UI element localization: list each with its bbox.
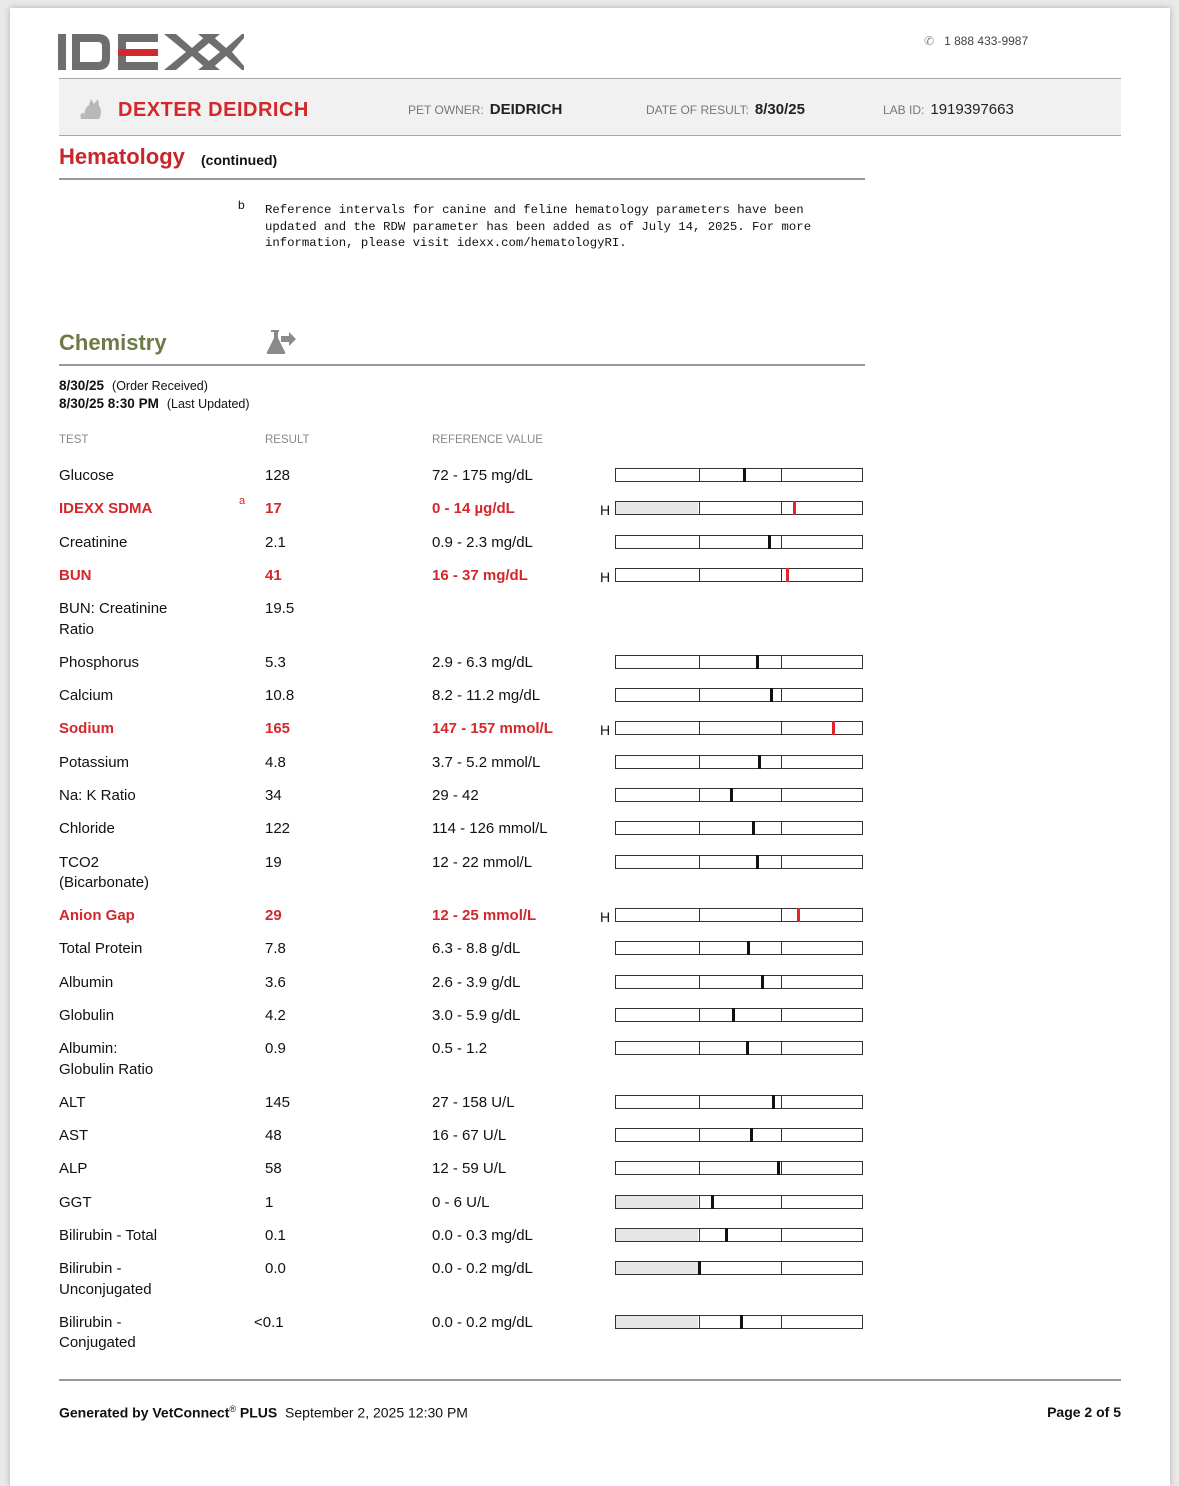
gauge-divider — [781, 689, 782, 701]
gauge-divider — [699, 689, 700, 701]
result-marker — [725, 1228, 728, 1242]
reference-value: 6.3 - 8.8 g/dL — [432, 940, 521, 958]
reference-value: 0.0 - 0.2 mg/dL — [432, 1260, 533, 1278]
gauge-divider — [699, 822, 700, 834]
test-name-line: Unconjugated — [59, 1280, 152, 1298]
note-line: Reference intervals for canine and feline hematology parameters have been — [265, 203, 804, 217]
range-gauge — [615, 655, 863, 669]
reference-value: 3.0 - 5.9 g/dL — [432, 1006, 521, 1024]
gauge-divider — [781, 1096, 782, 1108]
note-line: updated and the RDW parameter has been added as of July 14, 2025. For more — [265, 219, 812, 234]
range-gauge — [615, 1228, 863, 1242]
lab-id-value: 1919397663 — [930, 101, 1014, 118]
result-marker — [711, 1195, 714, 1209]
footer-plus: PLUS — [239, 1404, 278, 1421]
idexx-logo — [58, 34, 244, 70]
gauge-divider — [781, 656, 782, 668]
range-gauge — [615, 1315, 863, 1329]
result-marker — [740, 1315, 743, 1329]
reference-value: 8.2 - 11.2 mg/dL — [432, 687, 541, 704]
test-name-line: (Bicarbonate) — [59, 874, 150, 891]
high-flag: H — [600, 568, 611, 585]
footnote-mark: a — [239, 495, 246, 508]
hematology-subtitle: (continued) — [201, 152, 278, 168]
lab-id-label: LAB ID: — [883, 103, 925, 117]
result-marker — [772, 1095, 775, 1109]
result-marker — [770, 688, 773, 702]
gauge-divider — [781, 569, 782, 581]
test-name — [59, 719, 239, 740]
order-date: 8/30/25 — [59, 378, 105, 393]
test-name — [59, 653, 239, 674]
test-name — [59, 1159, 239, 1180]
result-marker — [793, 501, 796, 515]
test-name-line: GGT — [59, 1193, 92, 1211]
gauge-low-shade — [616, 1196, 698, 1208]
test-name-line: AST — [59, 1127, 89, 1144]
range-gauge — [615, 975, 863, 989]
gauge-divider — [699, 942, 700, 954]
test-name-line: Anion Gap — [59, 907, 135, 924]
footer-date: September 2, 2025 12:30 PM — [285, 1404, 468, 1421]
test-name — [59, 939, 239, 960]
range-gauge — [615, 908, 863, 922]
test-name — [59, 1313, 239, 1354]
last-updated-line — [59, 395, 250, 413]
pet-owner-label: PET OWNER: — [408, 103, 484, 117]
test-name-line: Globulin Ratio — [59, 1060, 154, 1078]
col-header-result: RESULT — [265, 434, 310, 446]
date-value: 8/30/25 — [754, 101, 805, 118]
test-result: 128 — [265, 467, 291, 484]
reference-value: 72 - 175 mg/dL — [432, 467, 533, 484]
test-result: 5.3 — [265, 653, 286, 671]
footer-generated — [59, 1404, 468, 1421]
test-result: 19 — [265, 853, 282, 871]
test-name-line: Creatinine — [59, 533, 128, 551]
page-number: Page 2 of 5 — [1047, 1404, 1121, 1420]
result-marker — [746, 1041, 749, 1055]
gauge-divider — [781, 789, 782, 801]
test-name-line: Glucose — [59, 467, 115, 484]
range-gauge — [615, 1095, 863, 1109]
footer-generated-by: Generated by VetConnect — [59, 1404, 230, 1421]
footer-registered-mark: ® — [229, 1404, 237, 1414]
test-result: 10.8 — [265, 687, 295, 704]
test-name — [59, 1006, 239, 1027]
test-name-line: IDEXX SDMA — [59, 500, 153, 518]
high-flag: H — [600, 502, 611, 519]
range-gauge — [615, 688, 863, 702]
range-gauge — [615, 1161, 863, 1175]
reference-value: 2.9 - 6.3 mg/dL — [432, 653, 533, 671]
gauge-divider — [781, 1042, 782, 1054]
test-result: 19.5 — [265, 600, 295, 618]
high-flag: H — [600, 909, 611, 925]
test-name — [59, 466, 239, 487]
pet-owner-value: DEIDRICH — [489, 101, 563, 118]
reference-value: 12 - 25 mmol/L — [432, 907, 537, 924]
gauge-divider — [699, 976, 700, 988]
test-name — [59, 533, 239, 554]
reference-value: 2.6 - 3.9 g/dL — [432, 973, 521, 991]
reference-value: 29 - 42 — [432, 786, 479, 804]
test-result: 7.8 — [265, 940, 286, 958]
range-gauge — [615, 821, 863, 835]
range-gauge — [615, 1008, 863, 1022]
result-marker — [732, 1008, 735, 1022]
date-of-result-field — [646, 101, 805, 118]
gauge-low-shade — [616, 502, 698, 514]
order-received-line — [59, 377, 250, 395]
order-label: (Order Received) — [112, 379, 208, 393]
reference-value: 16 - 37 mg/dL — [432, 566, 528, 584]
test-name-line: TCO2 — [59, 853, 100, 871]
gauge-divider — [781, 1129, 782, 1141]
gauge-divider — [781, 722, 782, 734]
reference-value: 0 - 6 U/L — [432, 1193, 490, 1211]
test-name-line: Sodium — [59, 720, 114, 738]
test-name-line: Globulin — [59, 1006, 115, 1024]
gauge-divider — [699, 502, 700, 514]
range-gauge — [615, 568, 863, 582]
gauge-divider — [699, 756, 700, 768]
reference-value: 0 - 14 µg/dL — [432, 500, 515, 518]
test-name-line: Na: K Ratio — [59, 786, 136, 804]
gauge-divider — [699, 909, 700, 921]
test-name-line: BUN: Creatinine — [59, 600, 168, 618]
hematology-title: Hematology — [59, 144, 185, 169]
gauge-divider — [699, 1096, 700, 1108]
range-gauge — [615, 788, 863, 802]
gauge-divider — [699, 1162, 700, 1174]
result-marker — [752, 821, 755, 835]
test-name-line: Bilirubin - Total — [59, 1226, 158, 1244]
range-gauge — [615, 468, 863, 482]
gauge-divider — [699, 722, 700, 734]
result-marker — [832, 721, 835, 735]
footer-rule — [59, 1379, 1121, 1381]
gauge-divider — [781, 1196, 782, 1208]
pet-owner-field — [408, 101, 562, 118]
patient-band — [59, 78, 1121, 136]
test-result: 122 — [265, 820, 291, 838]
gauge-divider — [699, 789, 700, 801]
test-result: 4.8 — [265, 753, 286, 771]
reference-value: 3.7 - 5.2 mmol/L — [432, 753, 541, 771]
reference-value: 147 - 157 mmol/L — [432, 720, 553, 738]
result-marker — [698, 1261, 701, 1275]
gauge-divider — [699, 1196, 700, 1208]
test-name-line: Bilirubin - — [59, 1260, 122, 1278]
gauge-divider — [781, 1262, 782, 1274]
chemistry-rule — [59, 364, 865, 366]
test-name-line: Ratio — [59, 620, 95, 638]
range-gauge — [615, 855, 863, 869]
test-result: 29 — [265, 907, 282, 924]
gauge-divider — [699, 1229, 700, 1241]
test-result: 48 — [265, 1127, 282, 1144]
updated-label: (Last Updated) — [166, 397, 250, 411]
phone-icon: ✆ — [924, 34, 935, 48]
chemistry-title: Chemistry — [59, 330, 167, 355]
cat-icon — [77, 95, 107, 121]
high-flag: H — [600, 722, 611, 739]
test-name-line: Phosphorus — [59, 653, 140, 671]
test-name-line: Conjugated — [59, 1334, 136, 1352]
test-result: 1 — [265, 1193, 274, 1211]
range-gauge — [615, 755, 863, 769]
gauge-divider — [781, 822, 782, 834]
range-gauge — [615, 1261, 863, 1275]
test-name-line: ALT — [59, 1093, 86, 1111]
result-marker — [768, 535, 771, 549]
gauge-divider — [699, 856, 700, 868]
test-result: 145 — [265, 1093, 291, 1111]
range-gauge — [615, 1041, 863, 1055]
reference-value: 114 - 126 mmol/L — [432, 820, 548, 838]
test-result: 17 — [265, 500, 282, 518]
phone-text: 1 888 433-9987 — [944, 34, 1029, 48]
note-line: information, please visit idexx.com/hematologyRI. — [265, 236, 627, 250]
test-name — [59, 853, 239, 894]
gauge-divider — [781, 469, 782, 481]
gauge-divider — [781, 942, 782, 954]
test-name — [59, 1039, 239, 1080]
result-marker — [761, 975, 764, 989]
test-result: 0.9 — [265, 1040, 286, 1058]
hematology-rule — [59, 178, 865, 180]
test-result: <0.1 — [254, 1313, 284, 1331]
gauge-low-shade — [616, 1262, 698, 1274]
reference-note — [265, 202, 875, 252]
test-name — [59, 686, 239, 707]
result-marker — [743, 468, 746, 482]
col-header-reference: REFERENCE VALUE — [432, 434, 543, 446]
gauge-divider — [781, 1316, 782, 1328]
patient-name: DEXTER DEIDRICH — [118, 99, 309, 121]
test-result: 41 — [265, 566, 282, 584]
test-name-line: Chloride — [59, 820, 115, 838]
reference-value: 12 - 59 U/L — [432, 1160, 507, 1178]
gauge-divider — [699, 1129, 700, 1141]
gauge-low-shade — [616, 1229, 698, 1241]
phone-number — [924, 34, 1028, 48]
test-name-line: Bilirubin - — [59, 1313, 122, 1331]
test-result: 34 — [265, 786, 282, 804]
col-header-test: TEST — [59, 434, 89, 446]
lab-id-field — [883, 101, 1014, 118]
range-gauge — [615, 721, 863, 735]
result-marker — [756, 655, 759, 669]
result-marker — [777, 1161, 780, 1175]
gauge-divider — [781, 909, 782, 921]
gauge-divider — [699, 1009, 700, 1021]
range-gauge — [615, 1128, 863, 1142]
test-name — [59, 1226, 239, 1247]
test-name — [59, 499, 239, 520]
reference-value: 0.0 - 0.3 mg/dL — [432, 1226, 533, 1244]
test-result: 2.1 — [265, 533, 286, 551]
reference-value: 0.5 - 1.2 — [432, 1040, 488, 1058]
reference-value: 0.9 - 2.3 mg/dL — [432, 533, 533, 551]
test-result: 4.2 — [265, 1006, 286, 1024]
test-name-line: Total Protein — [59, 940, 143, 958]
reference-value: 16 - 67 U/L — [432, 1127, 507, 1144]
chemistry-dates — [59, 377, 250, 413]
test-name — [59, 1259, 239, 1300]
test-name — [59, 566, 239, 587]
test-name-line: ALP — [59, 1160, 88, 1178]
test-name-line: Albumin: — [59, 1040, 118, 1058]
reference-value: 12 - 22 mmol/L — [432, 853, 533, 871]
result-marker — [747, 941, 750, 955]
test-name — [59, 1126, 239, 1147]
range-gauge — [615, 941, 863, 955]
reference-value: 0.0 - 0.2 mg/dL — [432, 1313, 533, 1331]
reference-value: 27 - 158 U/L — [432, 1093, 515, 1111]
gauge-divider — [699, 569, 700, 581]
updated-date: 8/30/25 8:30 PM — [59, 396, 159, 411]
test-result: 3.6 — [265, 973, 286, 991]
gauge-divider — [781, 1229, 782, 1241]
result-marker — [758, 755, 761, 769]
range-gauge — [615, 1195, 863, 1209]
gauge-divider — [781, 502, 782, 514]
flask-arrow-icon — [265, 328, 297, 356]
test-name — [59, 786, 239, 807]
gauge-divider — [781, 1162, 782, 1174]
test-name — [59, 819, 239, 840]
gauge-divider — [699, 469, 700, 481]
result-marker — [730, 788, 733, 802]
gauge-low-shade — [616, 1316, 698, 1328]
gauge-divider — [781, 756, 782, 768]
test-result: 0.0 — [265, 1260, 286, 1278]
test-name — [59, 906, 239, 927]
test-result: 0.1 — [265, 1226, 286, 1244]
test-name-line: Calcium — [59, 687, 114, 704]
result-marker — [786, 568, 789, 582]
gauge-divider — [781, 976, 782, 988]
test-result: 58 — [265, 1160, 282, 1178]
test-name — [59, 599, 239, 640]
test-name — [59, 753, 239, 774]
test-name — [59, 1093, 239, 1114]
gauge-divider — [699, 536, 700, 548]
gauge-divider — [699, 656, 700, 668]
gauge-divider — [781, 856, 782, 868]
range-gauge — [615, 501, 863, 515]
test-name — [59, 1193, 239, 1214]
note-footnote-mark: b — [238, 198, 245, 212]
gauge-divider — [781, 1009, 782, 1021]
gauge-divider — [781, 536, 782, 548]
report-page — [10, 8, 1170, 1486]
test-name — [59, 973, 239, 994]
result-marker — [756, 855, 759, 869]
test-name-line: Potassium — [59, 753, 130, 771]
result-marker — [797, 908, 800, 922]
test-name-line: Albumin — [59, 973, 114, 991]
test-result: 165 — [265, 720, 291, 738]
test-name-line: BUN — [59, 566, 92, 584]
range-gauge — [615, 535, 863, 549]
result-marker — [750, 1128, 753, 1142]
date-label: DATE OF RESULT: — [646, 103, 749, 117]
gauge-divider — [699, 1042, 700, 1054]
gauge-divider — [699, 1316, 700, 1328]
